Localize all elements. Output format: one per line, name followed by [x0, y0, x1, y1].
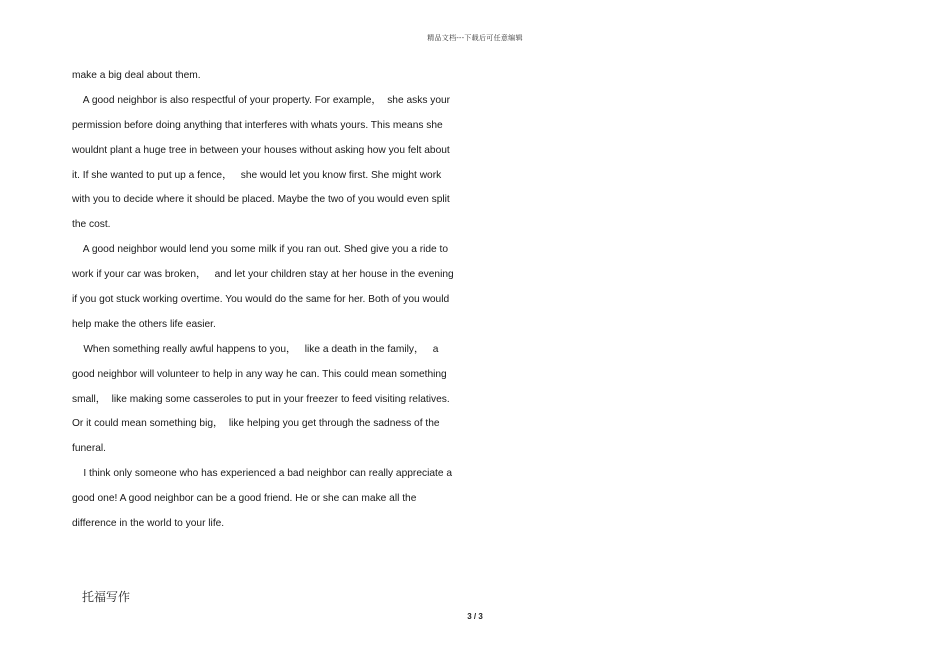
paragraph-line: good neighbor will volunteer to help in any way he can. This could mean something [72, 368, 447, 380]
paragraph-line: wouldnt plant a huge tree in between your houses without asking how you felt about [72, 144, 450, 156]
section-heading: 托福写作 [82, 590, 131, 604]
paragraph-line: good one! A good neighbor can be a good friend. He or she can make all the [72, 493, 417, 505]
paragraph-line: A good neighbor would lend you some milk if you ran out. Shed give you a ride to [72, 244, 449, 256]
paragraph-line: difference in the world to your life. [72, 518, 225, 530]
paragraph-line: the cost. [72, 219, 111, 231]
paragraph-line: make a big deal about them. [72, 70, 201, 81]
page-header-watermark: 精品文档---下载后可任意编辑 [427, 34, 523, 42]
paragraph-line: work if your car was broken， and let your children stay at her house in the evening [72, 269, 454, 281]
paragraph-line: small， like making some casseroles to put in your freezer to feed visiting relatives. [72, 393, 450, 405]
paragraph-line: Or it could mean something big， like helping you get through the sadness of the [72, 418, 440, 430]
paragraph-line: permission before doing anything that interferes with whats yours. This means she [72, 119, 443, 131]
paragraph-line: if you got stuck working overtime. You would do the same for her. Both of you would [72, 294, 450, 306]
paragraph-line: When something really awful happens to you， like a death in the family， a [72, 343, 439, 355]
paragraph-line: help make the others life easier. [72, 318, 216, 330]
paragraph-line: with you to decide where it should be placed. Maybe the two of you would even split [72, 194, 450, 206]
page-number: 3 / 3 [467, 612, 483, 621]
paragraph-line: I think only someone who has experienced a bad neighbor can really appreciate a [72, 468, 453, 480]
document-body [72, 64, 472, 537]
paragraph-line: A good neighbor is also respectful of your property. For example， she asks your [72, 94, 451, 106]
paragraph-line: it. If she wanted to put up a fence， she would let you know first. She might work [72, 169, 442, 181]
paragraph-line: funeral. [72, 443, 106, 455]
